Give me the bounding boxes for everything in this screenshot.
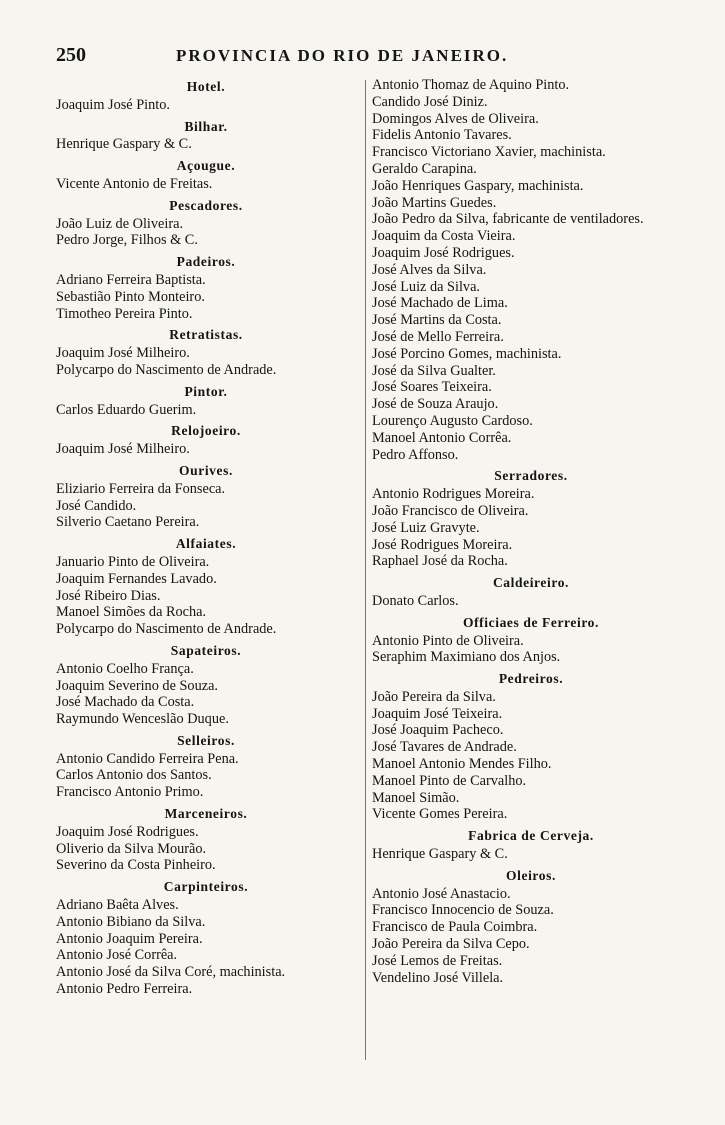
section-spacer: [56, 418, 356, 421]
section-heading: Fabrica de Cerveja.: [468, 828, 594, 844]
directory-entry: José Joaquim Pacheco.: [372, 722, 504, 739]
directory-entry: Antonio Rodrigues Moreira.: [372, 486, 535, 503]
directory-entry: José de Mello Ferreira.: [372, 328, 504, 345]
section-spacer: [56, 874, 356, 877]
directory-entry: João Pereira da Silva Cepo.: [372, 936, 530, 953]
directory-entry: Oliverio da Silva Mourão.: [56, 840, 207, 857]
section-heading: Retratistas.: [169, 327, 243, 343]
directory-entry: Francisco Antonio Primo.: [56, 784, 204, 801]
directory-entry: Manoel Simões da Rocha.: [56, 604, 207, 621]
directory-entry: José Soares Teixeira.: [372, 379, 492, 396]
directory-entry: João Pereira da Silva.: [372, 688, 496, 705]
directory-entry: José da Silva Gualter.: [372, 362, 496, 379]
directory-entry: Antonio Coelho França.: [56, 660, 194, 677]
directory-entry: João Martins Guedes.: [372, 194, 497, 211]
directory-entry: Joaquim Fernandes Lavado.: [56, 570, 217, 587]
directory-section: [372, 823, 690, 863]
directory-section: [56, 193, 356, 249]
directory-entry: Seraphim Maximiano dos Anjos.: [372, 649, 561, 666]
directory-entry: João Luiz de Oliveira.: [56, 215, 184, 232]
section-heading: Açougue.: [176, 158, 236, 174]
directory-entry: Joaquim José Teixeira.: [372, 705, 503, 722]
directory-entry: Fidelis Antonio Tavares.: [372, 127, 512, 144]
directory-section: [56, 531, 356, 638]
directory-entry: João Henriques Gaspary, machinista.: [372, 177, 584, 194]
directory-section: [56, 114, 356, 154]
section-spacer: [56, 114, 356, 117]
directory-entry: José Machado de Lima.: [372, 295, 508, 312]
directory-entry: Antonio Bibiano da Silva.: [56, 913, 206, 930]
directory-entry: Antonio José Anastacio.: [372, 885, 511, 902]
directory-section: [372, 570, 690, 610]
directory-entry: Polycarpo do Nascimento de Andrade.: [56, 361, 277, 378]
directory-section: [372, 463, 690, 570]
directory-entry: Pedro Affonso.: [372, 446, 459, 463]
directory-entry: Joaquim José Rodrigues.: [56, 823, 199, 840]
directory-section: [372, 863, 690, 987]
directory-entry: Polycarpo do Nascimento de Andrade.: [56, 621, 277, 638]
directory-entry: Donato Carlos.: [372, 592, 459, 609]
directory-entry: Manoel Pinto de Carvalho.: [372, 772, 527, 789]
directory-section: [372, 77, 690, 463]
directory-entry: Antonio José da Silva Coré, machinista.: [56, 964, 286, 981]
section-heading: Marceneiros.: [164, 806, 248, 822]
directory-section: [372, 666, 690, 823]
directory-entry: Henrique Gaspary & C.: [372, 846, 508, 863]
directory-entry: Domingos Alves de Oliveira.: [372, 110, 539, 127]
section-heading: Caldeireiro.: [492, 575, 570, 591]
directory-entry: Antonio Pinto de Oliveira.: [372, 632, 524, 649]
directory-entry: Antonio José Corrêa.: [56, 947, 178, 964]
directory-entry: Joaquim José Milheiro.: [56, 441, 190, 458]
directory-entry: José de Souza Araujo.: [372, 396, 499, 413]
section-spacer: [56, 728, 356, 731]
section-heading: Relojoeiro.: [171, 423, 241, 439]
directory-section: [56, 638, 356, 728]
section-heading: Ourives.: [179, 462, 233, 478]
directory-entry: Raymundo Wenceslão Duque.: [56, 711, 229, 728]
section-spacer: [56, 531, 356, 534]
directory-section: [56, 379, 356, 419]
directory-entry: Antonio Joaquim Pereira.: [56, 930, 203, 947]
directory-entry: José Martins da Costa.: [372, 312, 502, 329]
directory-entry: José Alves da Silva.: [372, 261, 487, 278]
section-heading: Hotel.: [186, 79, 226, 94]
section-heading: Officiaes de Ferreiro.: [462, 614, 600, 630]
section-heading: Pescadores.: [169, 197, 243, 213]
directory-entry: Manoel Antonio Mendes Filho.: [372, 756, 552, 773]
directory-section: [56, 249, 356, 322]
directory-entry: Francisco de Paula Coimbra.: [372, 919, 538, 936]
section-heading: Pintor.: [184, 383, 228, 399]
section-spacer: [56, 638, 356, 641]
section-heading: Pedreiros.: [498, 671, 564, 687]
directory-entry: Adriano Baêta Alves.: [56, 897, 179, 914]
directory-entry: Vicente Gomes Pereira.: [372, 806, 508, 823]
section-spacer: [372, 463, 690, 466]
section-spacer: [56, 379, 356, 382]
directory-section: [56, 801, 356, 874]
directory-entry: Francisco Innocencio de Souza.: [372, 902, 554, 919]
directory-entry: Antonio Candido Ferreira Pena.: [56, 750, 239, 767]
directory-entry: Antonio Pedro Ferreira.: [56, 981, 193, 998]
directory-entry: José Luiz da Silva.: [372, 278, 481, 295]
directory-entry: Manoel Antonio Corrêa.: [372, 429, 512, 446]
directory-entry: Severino da Costa Pinheiro.: [56, 857, 216, 874]
directory-entry: Vendelino José Villela.: [372, 969, 504, 986]
section-heading: Oleiros.: [506, 867, 556, 883]
section-spacer: [372, 863, 690, 866]
directory-entry: João Francisco de Oliveira.: [372, 502, 529, 519]
directory-entry: José Candido.: [56, 497, 137, 514]
running-title: PROVINCIA DO RIO DE JANEIRO.: [176, 46, 509, 65]
directory-entry: José Lemos de Freitas.: [372, 952, 503, 969]
directory-entry: Sebastião Pinto Monteiro.: [56, 288, 205, 305]
right-column: [372, 77, 690, 986]
directory-entry: Geraldo Carapina.: [372, 160, 477, 177]
section-heading: Serradores.: [494, 468, 568, 484]
directory-entry: Carlos Eduardo Guerim.: [56, 401, 197, 418]
directory-section: [56, 458, 356, 531]
directory-entry: Manoel Simão.: [372, 789, 460, 806]
directory-section: [56, 874, 356, 998]
directory-entry: Pedro Jorge, Filhos & C.: [56, 232, 198, 249]
page-number: 250: [56, 44, 86, 66]
section-spacer: [56, 153, 356, 156]
section-heading: Padeiros.: [176, 254, 236, 270]
directory-entry: Januario Pinto de Oliveira.: [56, 553, 210, 570]
directory-entry: Adriano Ferreira Baptista.: [56, 271, 206, 288]
section-spacer: [372, 610, 690, 613]
directory-entry: Silverio Caetano Pereira.: [56, 514, 200, 531]
directory-entry: Raphael José da Rocha.: [372, 553, 508, 570]
directory-entry: José Rodrigues Moreira.: [372, 536, 513, 553]
directory-entry: José Porcino Gomes, machinista.: [372, 345, 562, 362]
section-heading: Bilhar.: [184, 118, 228, 134]
directory-section: [56, 418, 356, 458]
section-spacer: [56, 249, 356, 252]
section-spacer: [56, 193, 356, 196]
directory-entry: José Ribeiro Dias.: [56, 587, 161, 604]
directory-entry: Joaquim José Rodrigues.: [372, 244, 515, 261]
left-column: [56, 77, 356, 998]
directory-section: [56, 79, 356, 114]
directory-section: [56, 322, 356, 378]
directory-entry: Eliziario Ferreira da Fonseca.: [56, 480, 226, 497]
directory-section: [56, 153, 356, 193]
directory-entry: José Machado da Costa.: [56, 694, 195, 711]
directory-entry: Joaquim José Pinto.: [56, 96, 170, 113]
directory-entry: Vicente Antonio de Freitas.: [56, 175, 213, 192]
section-heading: Carpinteiros.: [163, 879, 249, 895]
section-heading: Sapateiros.: [170, 642, 242, 658]
column-divider: [365, 80, 366, 1060]
directory-entry: José Tavares de Andrade.: [372, 739, 517, 756]
directory-entry: Antonio Thomaz de Aquino Pinto.: [372, 77, 570, 93]
section-heading: Selleiros.: [177, 732, 235, 748]
directory-entry: José Luiz Gravyte.: [372, 519, 480, 536]
directory-entry: Lourenço Augusto Cardoso.: [372, 412, 533, 429]
directory-entry: Joaquim José Milheiro.: [56, 345, 190, 362]
directory-entry: Francisco Victoriano Xavier, machinista.: [372, 144, 606, 161]
section-spacer: [56, 458, 356, 461]
directory-entry: Timotheo Pereira Pinto.: [56, 305, 193, 322]
section-spacer: [56, 801, 356, 804]
directory-section: [56, 728, 356, 801]
directory-entry: Candido José Diniz.: [372, 93, 488, 110]
section-heading: Alfaiates.: [175, 536, 237, 552]
section-spacer: [372, 823, 690, 826]
section-spacer: [372, 570, 690, 573]
directory-entry: Joaquim Severino de Souza.: [56, 677, 218, 694]
section-spacer: [56, 322, 356, 325]
section-spacer: [372, 666, 690, 669]
directory-section: [372, 610, 690, 666]
directory-entry: Joaquim da Costa Vieira.: [372, 228, 516, 245]
directory-entry: João Pedro da Silva, fabricante de ventiladores.: [372, 211, 644, 228]
directory-entry: Carlos Antonio dos Santos.: [56, 767, 212, 784]
directory-entry: Henrique Gaspary & C.: [56, 136, 192, 153]
